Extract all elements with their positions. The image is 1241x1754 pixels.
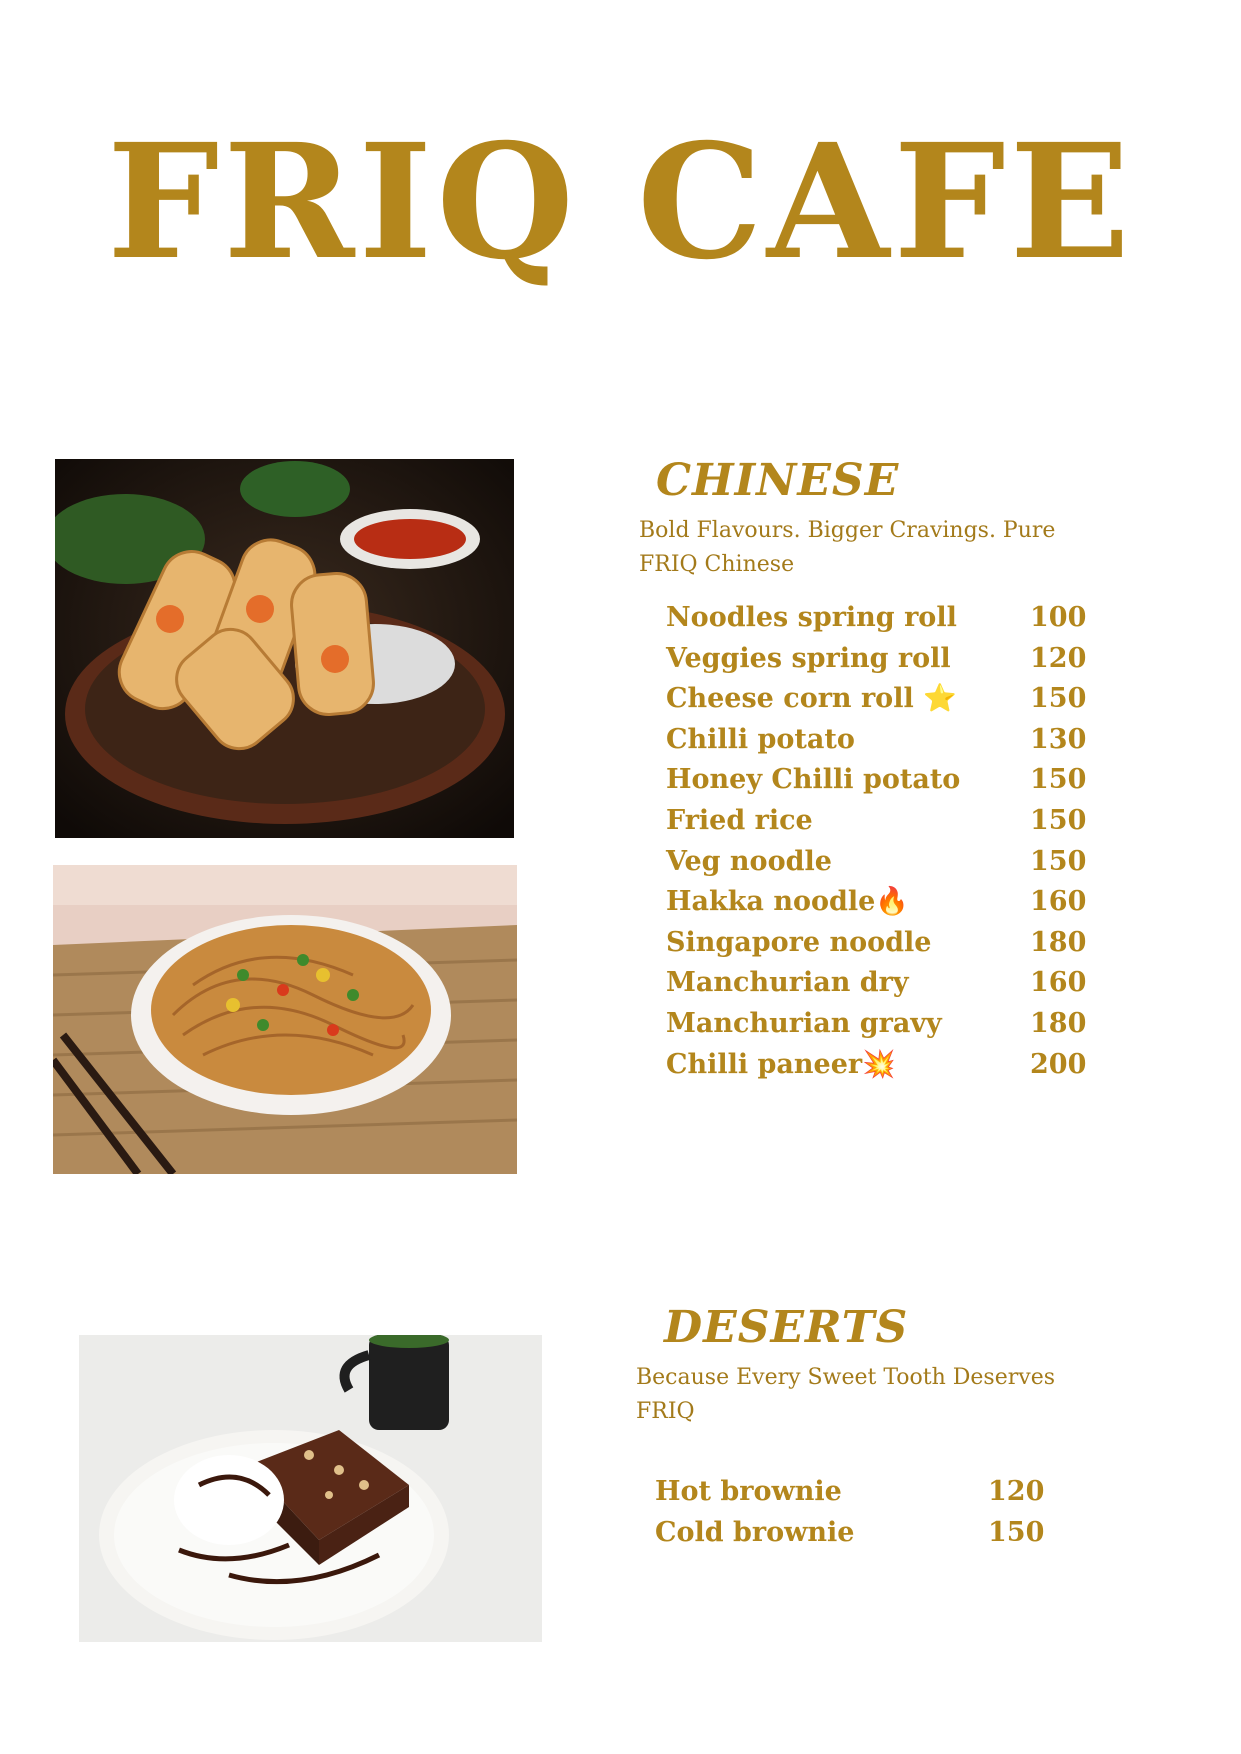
deserts-tagline: Because Every Sweet Tooth Deserves FRIQ [636,1365,1055,1424]
item-price: 100 [1030,602,1087,633]
item-price: 120 [1030,642,1087,674]
menu-item [666,963,1086,1004]
chinese-tagline: Bold Flavours. Bigger Cravings. Pure FRIQ Chinese [639,518,1056,577]
item-name: Manchurian dry [666,967,909,999]
item-name: Singapore noodle [666,926,932,958]
brownie-photo [79,1335,542,1642]
item-name: Fried rice [666,804,813,836]
item-price: 120 [988,1476,1045,1507]
menu-item [666,801,1086,842]
item-name: Honey Chilli potato [666,764,961,796]
item-name: Manchurian gravy [666,1007,942,1039]
item-price: 180 [1030,926,1087,958]
item-price: 150 [1030,804,1087,836]
menu-item [655,1472,1055,1513]
menu-item [666,760,1086,801]
item-name: Veggies spring roll [666,642,951,674]
item-name: Veg noodle [666,845,832,877]
spring-rolls-photo [55,459,514,838]
item-name: Chilli potato [666,723,855,755]
item-price: 150 [988,1516,1045,1548]
item-name: Hakka noodle🔥 [666,886,909,918]
menu-item [666,923,1086,964]
menu-item [666,842,1086,883]
item-price: 200 [1030,1048,1087,1080]
item-name: Chilli paneer💥 [666,1048,896,1080]
cafe-title: FRIQ CAFE [107,110,1134,295]
chinese-heading: CHINESE [656,455,900,506]
item-name: Hot brownie [655,1476,842,1507]
menu-item [666,639,1086,680]
chinese-menu-list [666,598,1086,1085]
menu-item [666,1004,1086,1045]
menu-item [666,1045,1086,1086]
menu-item [666,720,1086,761]
item-name: Noodles spring roll [666,602,957,633]
item-price: 150 [1030,845,1087,877]
item-price: 150 [1030,683,1087,715]
item-name: Cheese corn roll ⭐ [666,683,957,715]
noodles-photo [53,865,517,1174]
deserts-heading: DESERTS [664,1302,909,1353]
item-price: 130 [1030,723,1087,755]
item-price: 150 [1030,764,1087,796]
menu-item [666,679,1086,720]
menu-item [666,882,1086,923]
item-price: 160 [1030,886,1087,918]
menu-item [666,598,1086,639]
menu-item [655,1513,1055,1554]
item-name: Cold brownie [655,1516,855,1548]
item-price: 160 [1030,967,1087,999]
deserts-menu-list [655,1472,1055,1553]
item-price: 180 [1030,1007,1087,1039]
